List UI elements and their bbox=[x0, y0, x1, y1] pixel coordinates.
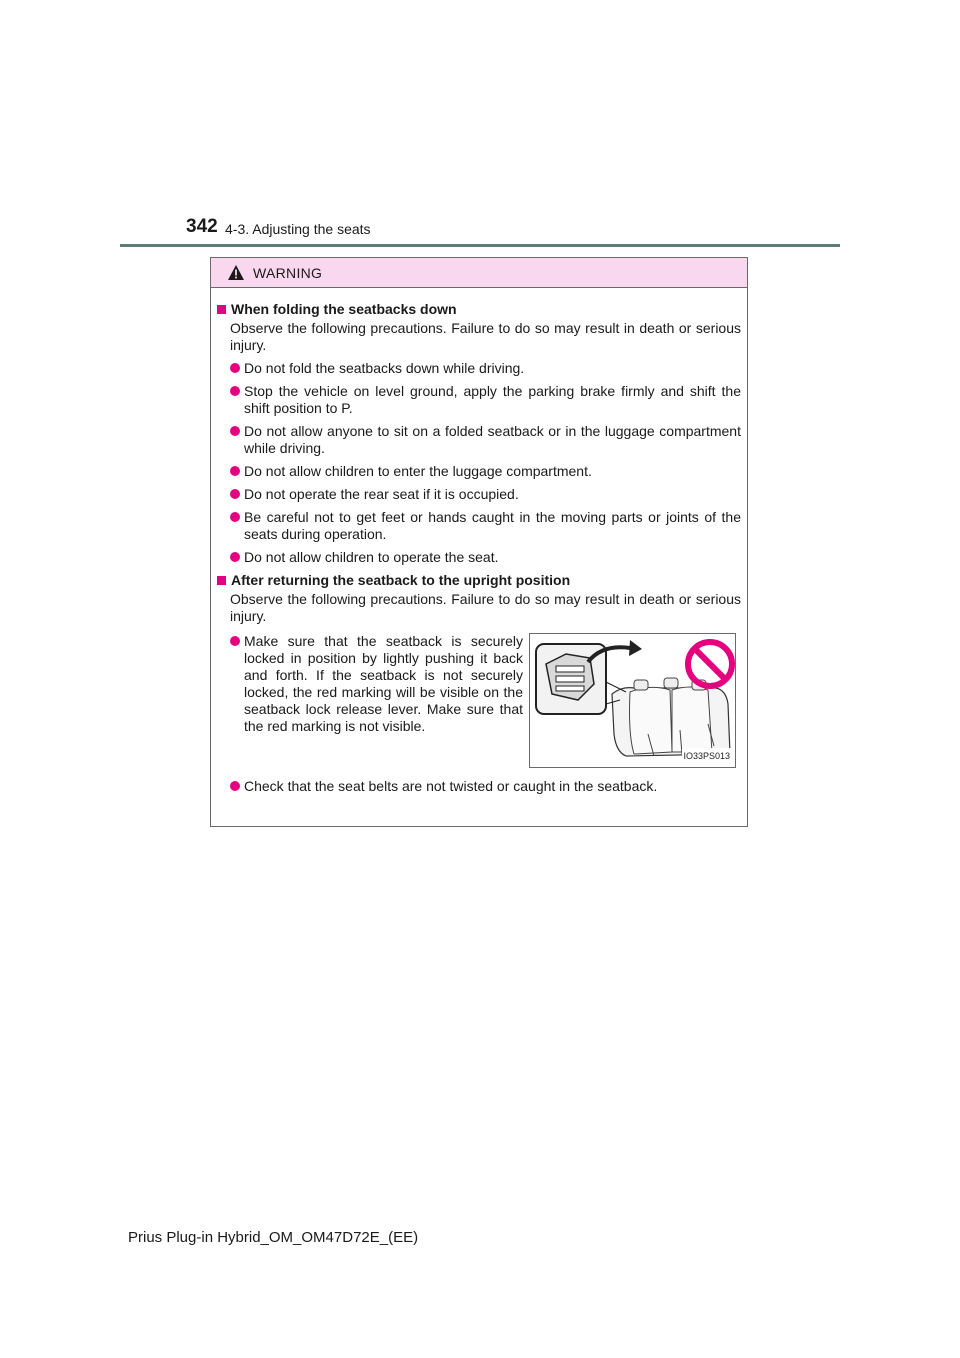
list-item: Do not allow anyone to sit on a folded seatback or in the luggage compartment while driving. bbox=[230, 423, 741, 457]
warning-box bbox=[210, 257, 748, 827]
section-intro: Observe the following precautions. Failure to do so may result in death or serious injury. bbox=[230, 591, 741, 624]
section-intro: Observe the following precautions. Failure to do so may result in death or serious injury. bbox=[230, 320, 741, 353]
figure-row bbox=[217, 633, 741, 768]
bullet-dot-icon bbox=[230, 363, 240, 373]
header-rule bbox=[120, 244, 840, 247]
square-bullet-icon bbox=[217, 576, 226, 585]
figure-code: IO33PS013 bbox=[682, 748, 731, 765]
bullet-dot-icon bbox=[230, 386, 240, 396]
bullet-dot-icon bbox=[230, 781, 240, 791]
bullet-dot-icon bbox=[230, 552, 240, 562]
bullet-dot-icon bbox=[230, 466, 240, 476]
warning-triangle-icon bbox=[227, 264, 245, 281]
square-bullet-icon bbox=[217, 305, 226, 314]
list-item: Check that the seat belts are not twisted or caught in the seatback. bbox=[230, 778, 741, 795]
bullet-dot-icon bbox=[230, 636, 240, 646]
section-title: 4-3. Adjusting the seats bbox=[225, 221, 371, 237]
list-item: Stop the vehicle on level ground, apply the parking brake firmly and shift the shift position to P. bbox=[230, 383, 741, 417]
footer-text: Prius Plug-in Hybrid_OM_OM47D72E_(EE) bbox=[128, 1229, 419, 1246]
warning-body bbox=[211, 288, 747, 795]
list-item: Make sure that the seatback is securely locked in position by lightly pushing it back and forth. If the seatback is not securely locked, the red marking will be visible on the seatback lock release lever. Make sure that the red marking is not visible. bbox=[230, 633, 523, 762]
list-item: Do not fold the seatbacks down while driving. bbox=[230, 360, 741, 377]
list-item: Do not allow children to enter the luggage compartment. bbox=[230, 463, 741, 480]
bullet-dot-icon bbox=[230, 489, 240, 499]
page-number: 342 bbox=[186, 216, 218, 237]
list-item: Do not operate the rear seat if it is occupied. bbox=[230, 486, 741, 503]
section-heading: After returning the seatback to the upright position bbox=[217, 572, 741, 589]
warning-title: WARNING bbox=[253, 264, 323, 281]
bullet-dot-icon bbox=[230, 512, 240, 522]
warning-header bbox=[211, 258, 747, 288]
bullet-dot-icon bbox=[230, 426, 240, 436]
list-item: Be careful not to get feet or hands caught in the moving parts or joints of the seats during operation. bbox=[230, 509, 741, 543]
list-item: Do not allow children to operate the seat. bbox=[230, 549, 741, 566]
seatback-illustration bbox=[529, 633, 736, 768]
section-heading: When folding the seatbacks down bbox=[217, 301, 741, 318]
